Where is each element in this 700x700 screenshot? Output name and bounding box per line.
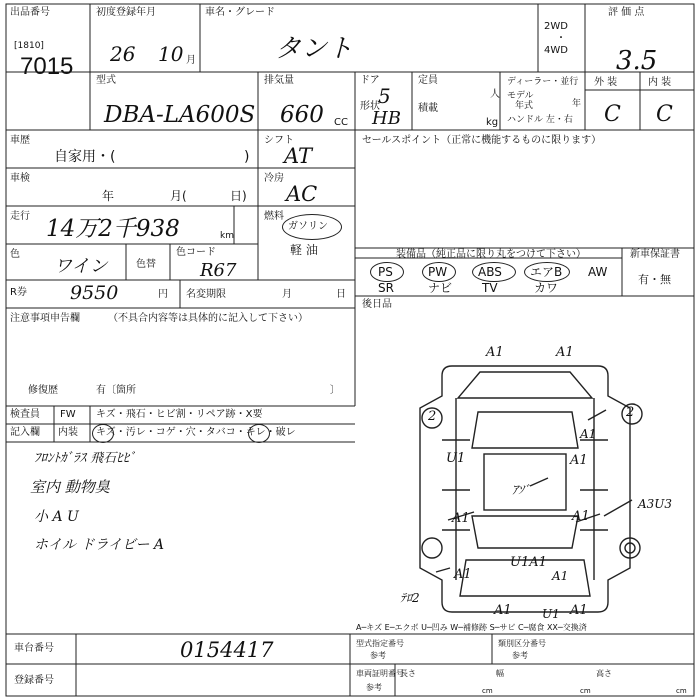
fw-label: FW	[60, 409, 76, 420]
history-close: )	[244, 149, 250, 165]
equip-leather: カワ	[534, 281, 559, 295]
width-label: 幅	[496, 669, 504, 678]
lot-number-label: 出品番号	[10, 7, 50, 18]
car-name-label: 車名・グレード	[205, 7, 275, 18]
ac-value: AC	[286, 182, 318, 206]
class-ref: 参考	[512, 651, 528, 660]
shift-label: シフト	[264, 135, 294, 146]
diagram-mark-7: A1	[580, 427, 597, 441]
plate-number-label: 車両証明番号	[356, 669, 404, 678]
inspector-label-1: 検査員	[10, 409, 40, 420]
equip-aw: AW	[588, 265, 608, 279]
equip-abs: ABS	[478, 265, 502, 279]
newcar-warranty-value: 有・無	[638, 273, 671, 286]
interior-grade: C	[656, 102, 673, 127]
repaint-label: 色替	[136, 259, 156, 270]
fuel-gasoline: ガソリン	[288, 221, 328, 232]
first-registration-label: 初度登録年月	[96, 7, 156, 18]
color-value: ワイン	[54, 256, 108, 277]
diagram-mark-11: A1	[454, 567, 472, 582]
name-change-month: 月	[282, 289, 292, 300]
newcar-warranty-label: 新車保証書	[630, 249, 680, 260]
sales-point-label: セールスポイント（正常に機能するものに限ります）	[362, 135, 602, 146]
height-label: 高さ	[596, 669, 612, 678]
door-value: 5	[378, 84, 391, 108]
first-registration-month: 10	[158, 42, 184, 66]
history-value: 自家用・(	[54, 149, 116, 165]
diagram-mark-17: ﾃﾛ2	[400, 591, 420, 605]
equipment-label: 装備品（純正品に限り丸をつけて下さい）	[396, 249, 586, 260]
rear-seat-label: 後日品	[362, 299, 392, 310]
name-change-day: 日	[336, 289, 346, 300]
shift-value: AT	[284, 144, 313, 168]
month-unit: 月	[186, 55, 196, 66]
drive-4wd: 4WD	[544, 45, 568, 56]
yen-unit: 円	[158, 289, 168, 300]
repair-history-close: 〕	[330, 385, 340, 396]
car-name: タント	[275, 34, 354, 64]
diagram-mark-6: A1	[570, 453, 588, 468]
drive-2wd: 2WD	[544, 21, 568, 32]
class-number-label: 類別区分番号	[498, 639, 546, 648]
score-value: 3.5	[616, 46, 658, 76]
model-value: DBA-LA600S	[104, 102, 256, 128]
cc-unit: CC	[334, 117, 348, 128]
handwritten-note-4: ホイル ドライビー A	[34, 537, 165, 553]
capacity-unit: 人	[490, 89, 500, 100]
height-cm: cm	[676, 687, 687, 695]
dealer-label: ディーラー・並行	[507, 77, 579, 87]
repair-history-label: 修復歴	[28, 385, 58, 396]
fuel-diesel: 軽 油	[290, 243, 318, 257]
diagram-mark-5: U1	[446, 451, 466, 466]
capacity-label: 定員	[418, 75, 438, 86]
history-label: 車歴	[10, 135, 30, 146]
diagram-mark-10: A1	[572, 509, 590, 524]
displacement-value: 660	[280, 102, 324, 128]
equip-tv: TV	[482, 281, 498, 295]
diagram-mark-1: A1	[486, 345, 504, 360]
score-label: 評 価 点	[608, 7, 645, 18]
diagram-mark-14: A1	[570, 603, 588, 618]
recycle-value: 9550	[70, 282, 119, 304]
lot-sub-code: [1810]	[14, 41, 44, 51]
equip-airbag: エアB	[530, 265, 563, 279]
exterior-grade: C	[604, 102, 621, 127]
model-year-label-2: 年式	[515, 101, 534, 111]
diagram-center-mark: ｱｿﾞ	[512, 483, 531, 497]
mileage-label: 走行	[10, 211, 30, 222]
diagram-mark-13: A1	[494, 603, 512, 618]
handwritten-note-1: ﾌﾛﾝﾄｶﾞﾗｽ 飛石ﾋﾋﾞ	[34, 451, 136, 466]
damage-legend: A─キズ E─エクボ U─凹み W─補修跡 S─サビ C─腐食 XX─交換済	[356, 623, 587, 632]
ac-label: 冷房	[264, 173, 284, 184]
inspection-day: 日)	[230, 189, 247, 203]
plate-ref: 参考	[366, 683, 382, 692]
repair-history-value: 有〔箇所	[96, 385, 136, 396]
interior-items: キズ・汚レ・コゲ・穴・タバコ・キレ・破レ	[96, 427, 296, 438]
load-label: 積載	[418, 103, 438, 114]
interior-items-label: 内装	[58, 427, 78, 438]
handwritten-note-3: 小 A U	[34, 509, 79, 525]
load-unit: kg	[486, 117, 499, 128]
mileage-value: 14万2千938	[46, 216, 180, 242]
equip-ps: PS	[378, 265, 393, 279]
color-code-label: 色コード	[176, 247, 216, 258]
diagram-mark-4: 2	[626, 405, 635, 420]
interior-label: 内 装	[648, 77, 672, 88]
length-cm: cm	[482, 687, 493, 695]
notes-label: 注意事項申告欄	[10, 313, 80, 324]
name-change-label: 名変期限	[186, 289, 226, 300]
chassis-value: 0154417	[180, 638, 274, 662]
model-year-label-1: モデル	[507, 91, 534, 101]
displacement-label: 排気量	[264, 75, 294, 86]
form-number-label: 型式指定番号	[356, 639, 404, 648]
diagram-mark-3: 2	[428, 409, 437, 424]
shape-label: 形状	[360, 101, 380, 112]
diagram-mark-15: A1	[552, 569, 569, 583]
diagram-mark-9: A3U3	[638, 497, 673, 511]
chassis-label: 車台番号	[14, 643, 54, 654]
lot-number: 7015	[20, 53, 74, 80]
diagram-mark-16: U1	[542, 607, 560, 621]
width-cm: cm	[580, 687, 591, 695]
equip-sr: SR	[378, 281, 394, 295]
inspection-month: 月(	[170, 189, 187, 203]
year-unit: 年	[572, 99, 582, 109]
color-code-value: R67	[200, 260, 237, 281]
door-label: ドア	[360, 75, 380, 86]
diagram-mark-12: U1A1	[510, 555, 547, 570]
inspector-label-2: 記入欄	[10, 427, 40, 438]
inspection-label: 車検	[10, 173, 30, 184]
exterior-label: 外 装	[594, 77, 618, 88]
equip-navi: ナビ	[428, 281, 453, 295]
diagram-mark-2: A1	[556, 345, 574, 360]
model-label: 型式	[96, 75, 116, 86]
length-label: 長さ	[400, 669, 416, 678]
first-registration-year: 26	[110, 42, 136, 66]
fuel-label: 燃料	[264, 211, 284, 222]
notes-hint: （不具合内容等は具体的に記入して下さい）	[108, 313, 308, 324]
inspection-year: 年	[102, 189, 115, 203]
diagram-mark-8: A1	[452, 511, 470, 526]
equip-pw: PW	[428, 265, 448, 279]
color-label: 色	[10, 249, 20, 260]
handle-label: ハンドル 左・右	[507, 115, 573, 125]
recycle-label: R券	[10, 287, 27, 298]
fw-items: キズ・飛石・ヒビ割・リペア跡・X要	[96, 409, 263, 420]
registration-label: 登録番号	[14, 675, 54, 686]
form-ref: 参考	[370, 651, 386, 660]
shape-value: HB	[372, 108, 401, 129]
drive-dot: ・	[556, 33, 566, 44]
handwritten-note-2: 室内 動物臭	[30, 478, 110, 496]
km-unit: km	[220, 231, 234, 241]
